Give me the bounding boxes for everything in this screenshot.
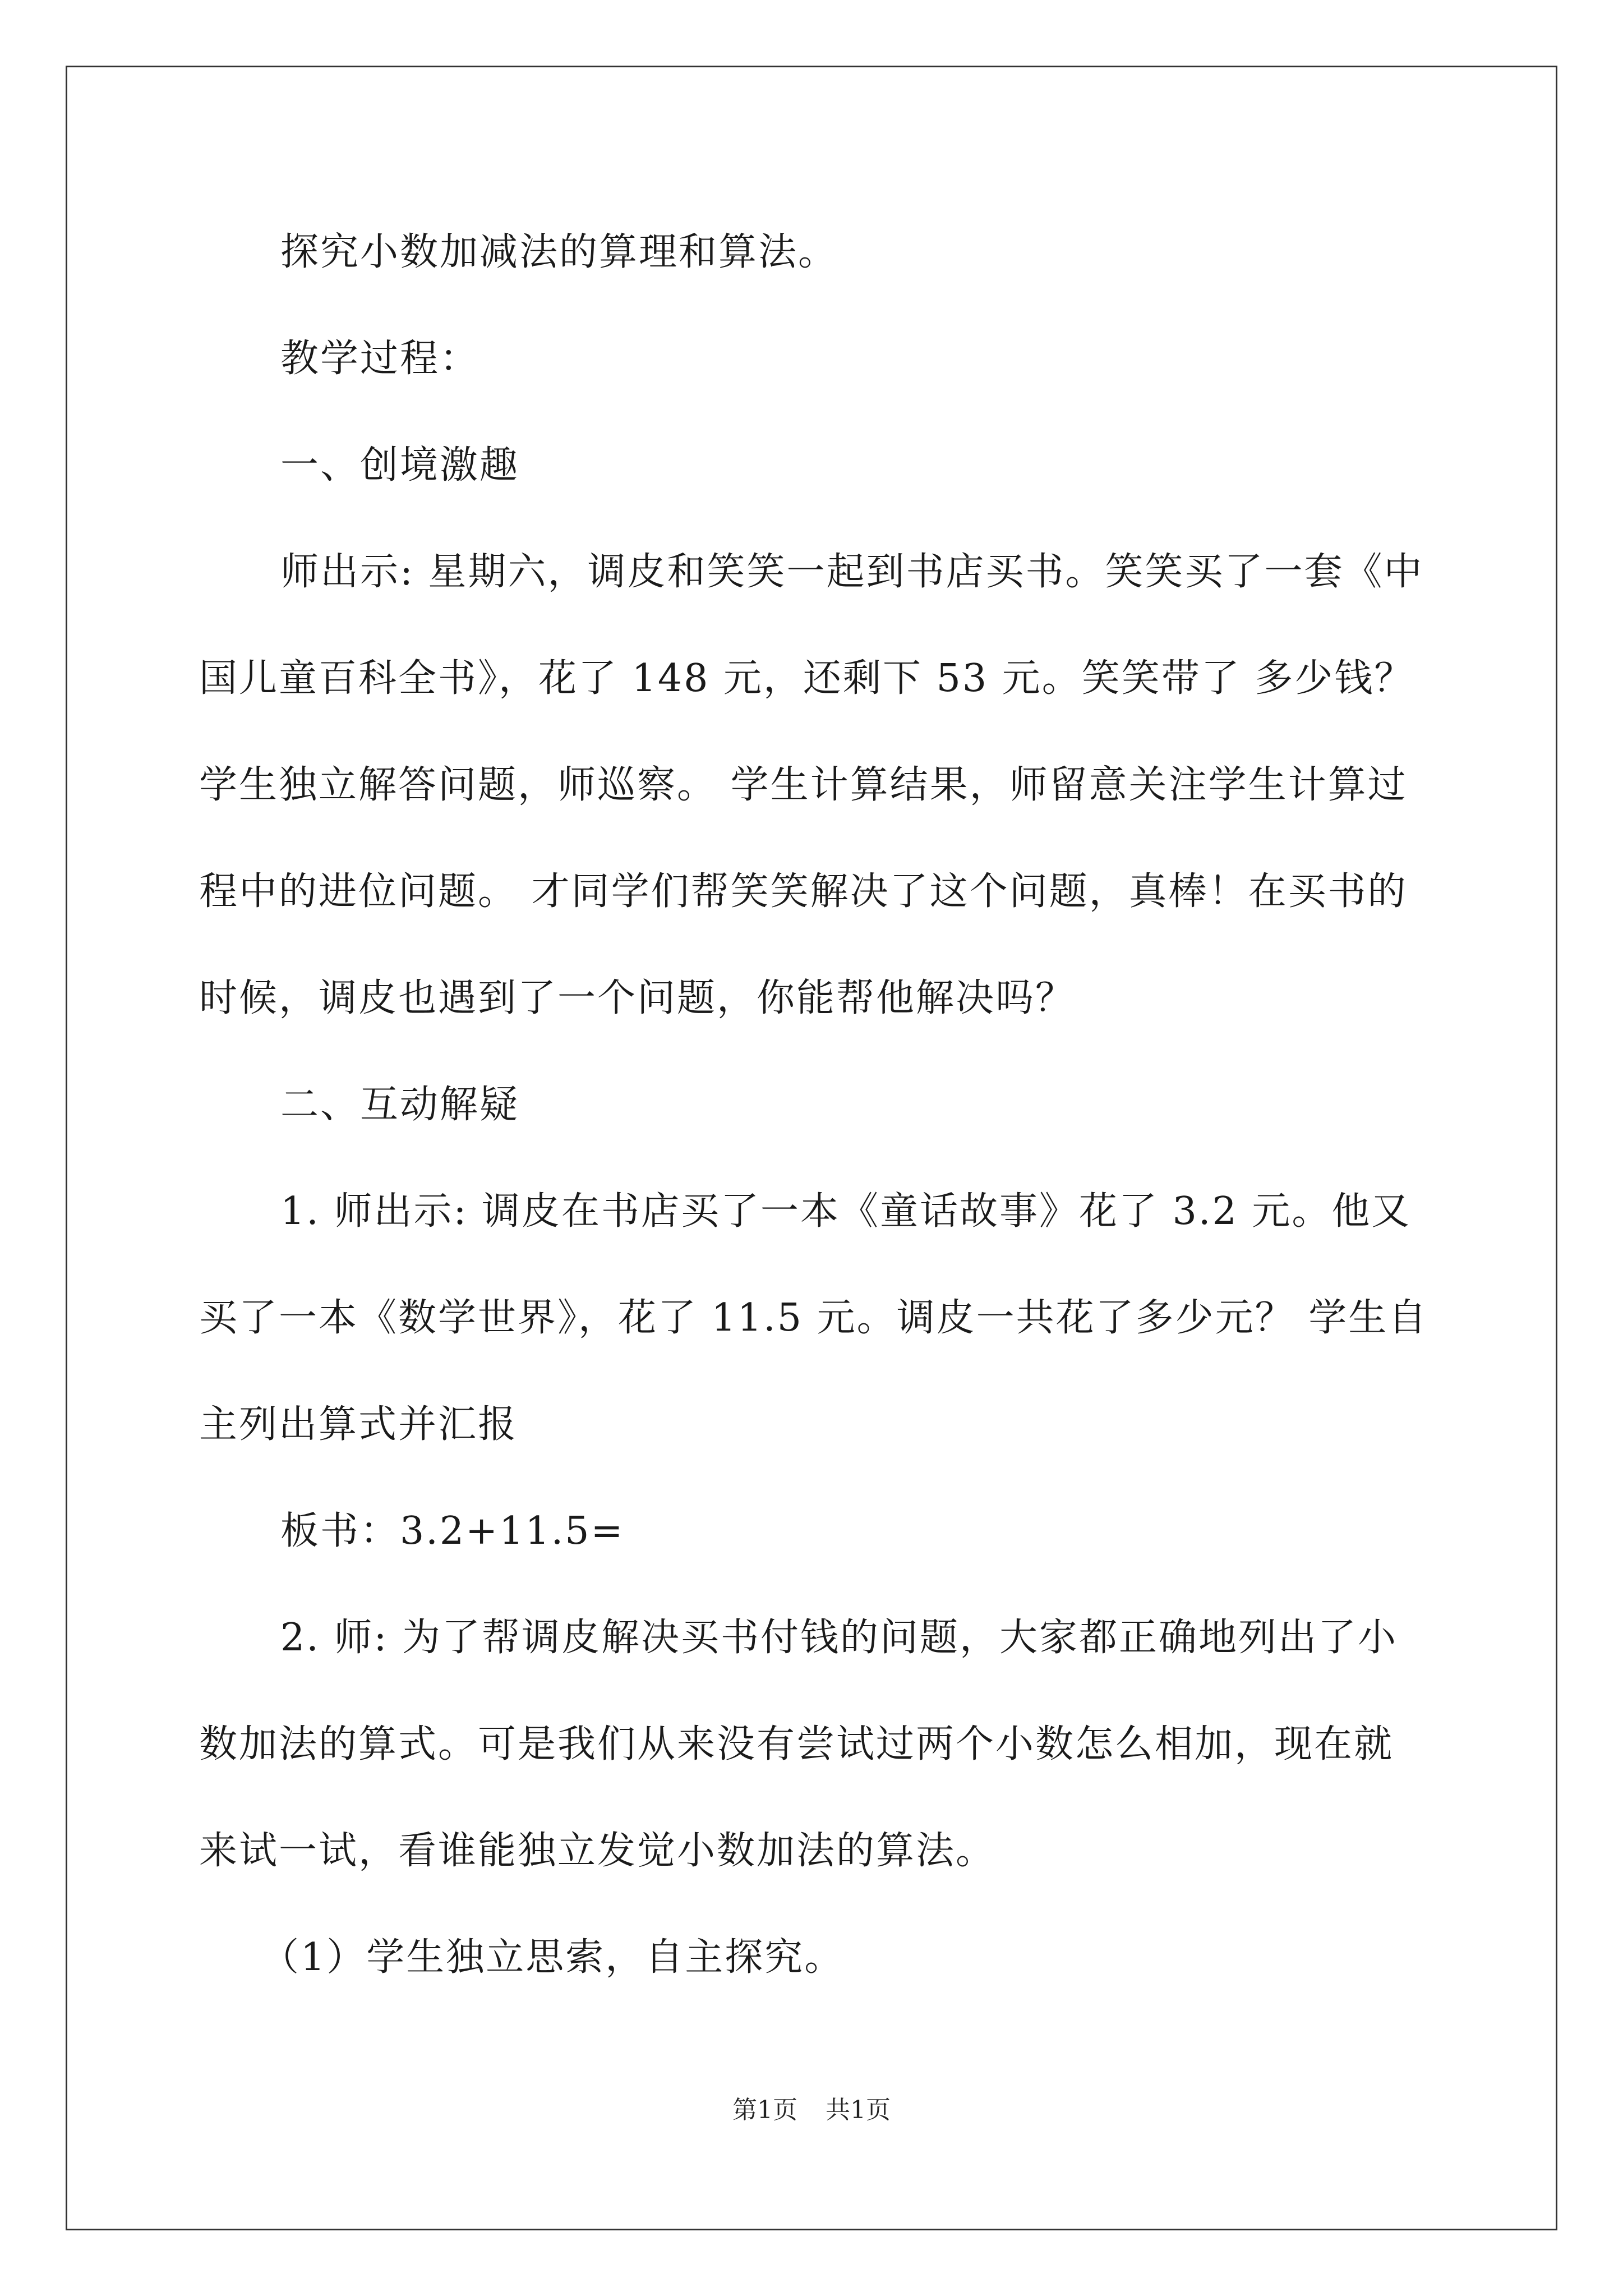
paragraph-objective: 探究小数加减法的算理和算法。 [280,230,838,274]
page-number-total: 共1页 [826,2096,891,2124]
paragraph-line: 主列出算式并汇报 [199,1402,518,1447]
paragraph-line: 2. 师: 为了帮调皮解决买书付钱的问题，大家都正确地列出了小 [280,1616,1398,1660]
heading-section-two: 二、互动解疑 [280,1083,520,1127]
paragraph-line: 买了一本《数学世界》，花了 11.5 元。调皮一共花了多少元？ 学生自 [199,1296,1428,1340]
paragraph-line: 来试一试，看谁能独立发觉小数加法的算法。 [199,1829,996,1873]
paragraph-line: （1）学生独立思索，自主探究。 [261,1935,845,1980]
paragraph-line: 程中的进位问题。 才同学们帮笑笑解决了这个问题，真棒！在买书的 [199,869,1408,914]
paragraph-line: 师出示: 星期六，调皮和笑笑一起到书店买书。笑笑买了一套《中 [280,550,1424,594]
paragraph-line: 时候，调皮也遇到了一个问题，你能帮他解决吗？ [199,976,1076,1020]
paragraph-line: 1. 师出示: 调皮在书店买了一本《童话故事》花了 3.2 元。他又 [280,1189,1412,1234]
page-footer [0,2090,1623,2125]
paragraph-line: 国儿童百科全书》，花了 148 元，还剩下 53 元。笑笑带了 多少钱？ [199,656,1414,701]
paragraph-line: 数加法的算式。可是我们从来没有尝试过两个小数怎么相加，现在就 [199,1722,1394,1766]
heading-section-one: 一、创境激趣 [280,443,520,487]
heading-teaching-process: 教学过程： [280,337,480,381]
paragraph-line: 学生独立解答问题，师巡察。 学生计算结果，师留意关注学生计算过 [199,763,1408,807]
board-writing: 板书：3.2+11.5= [280,1509,625,1553]
page-number-current: 第1页 [732,2096,797,2124]
